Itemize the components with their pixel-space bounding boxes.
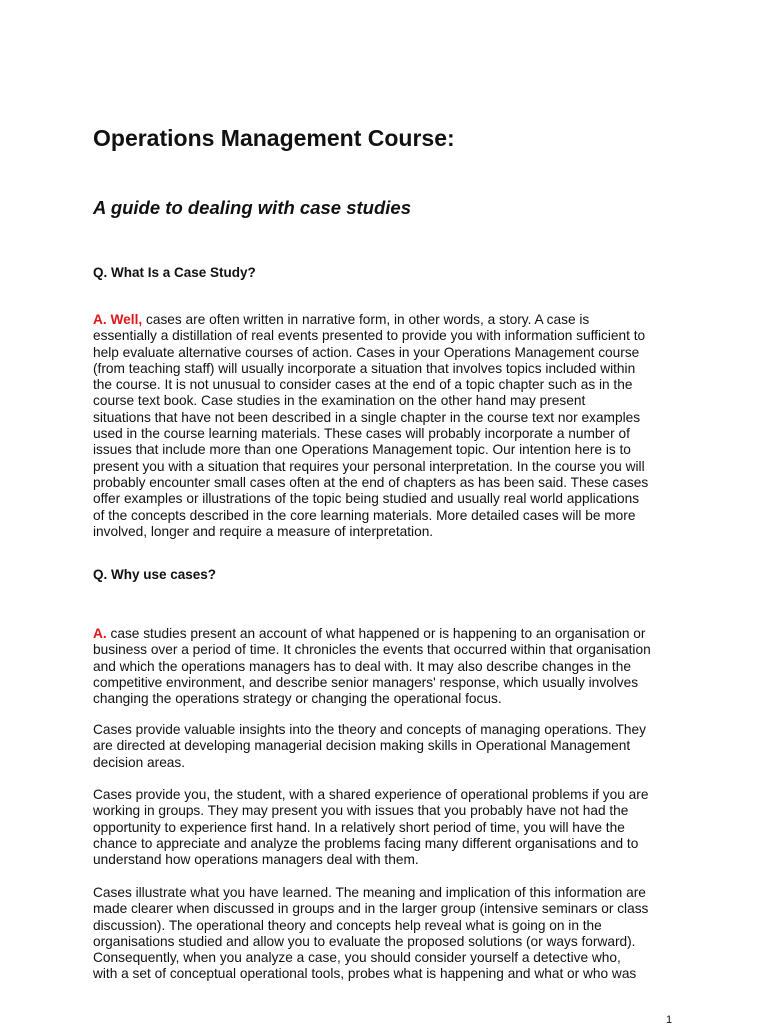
paragraph-line: opportunity to experience first hand. In a relatively short period of time, you will have the (93, 819, 625, 835)
paragraph-insights (93, 722, 683, 771)
answer-label: A. Well, (93, 312, 143, 327)
paragraph-line: Cases provide you, the student, with a shared experience of operational problems if you are (93, 787, 649, 802)
answer-line: situations that have not been described in a single chapter in the course text nor examples (93, 409, 641, 425)
paragraph-illustrate (93, 885, 683, 983)
answer-line: used in the course learning materials. These cases will probably incorporate a number of (93, 426, 630, 442)
question-what-is-case-study: Q. What Is a Case Study? (93, 265, 256, 280)
answer-line: the course. It is not unusual to consider cases at the end of a topic chapter such as in the (93, 377, 633, 393)
answer-line: offer examples or illustrations of the topic being studied and usually real world applications (93, 491, 640, 507)
answer-line: essentially a distillation of real events presented to provide you with information sufficient to (93, 328, 646, 344)
answer-line: present you with a situation that requires your personal interpretation. In the course you will (93, 458, 645, 474)
answer-line: A. case studies present an account of what happened or is happening to an organisation or (93, 626, 646, 641)
answer-line: (from teaching staff) will usually incorporate a situation that involves topics included within (93, 360, 636, 376)
paragraph-line: working in groups. They may present you with issues that you probably have not had the (93, 803, 629, 819)
page-number: 1 (666, 1014, 673, 1026)
answer-line: help evaluate alternative courses of action. Cases in your Operations Management course (93, 344, 640, 360)
page-title: Operations Management Course: (93, 125, 455, 151)
paragraph-line: Consequently, when you analyze a case, you should consider yourself a detective who, (93, 950, 621, 966)
answer-line: involved, longer and require a measure of interpretation. (93, 523, 434, 539)
paragraph-line: made clearer when discussed in groups and in the larger group (intensive seminars or class (93, 901, 649, 917)
answer-line: A. Well, cases are often written in narrative form, in other words, a story. A case is (93, 312, 590, 327)
paragraph-line: decision areas. (93, 754, 186, 770)
paragraph-line: with a set of conceptual operational tools, probes what is happening and what or who was (93, 966, 637, 982)
answer-label: A. (93, 626, 107, 641)
answer-line: and which the operations managers has to deal with. It may also describe changes in the (93, 658, 631, 674)
answer-line: course text book. Case studies in the examination on the other hand may present (93, 393, 586, 409)
paragraph-shared-experience (93, 787, 683, 868)
answer-line: competitive environment, and describe senior managers' response, which usually involves (93, 674, 639, 690)
page-subtitle: A guide to dealing with case studies (93, 197, 411, 218)
answer-line: business over a period of time. It chronicles the events that occurred within that organisation (93, 642, 651, 658)
answer-line: changing the operations strategy or changing the operational focus. (93, 691, 502, 707)
paragraph-line: are directed at developing managerial decision making skills in Operational Management (93, 738, 631, 754)
paragraph-line: organisations studied and allow you to evaluate the proposed solutions (or ways forward). (93, 933, 636, 949)
paragraph-line: discussion). The operational theory and concepts help reveal what is going on in the (93, 917, 602, 933)
paragraph-line: chance to appreciate and analyze the problems facing many different organisations and to (93, 835, 639, 851)
answer-line: of the concepts described in the core learning materials. More detailed cases will be more (93, 507, 636, 523)
paragraph-line: understand how operations managers deal with them. (93, 852, 419, 868)
answer-line: issues that include more than one Operations Management topic. Our intention here is to (93, 442, 631, 458)
paragraph-line: Cases provide valuable insights into the theory and concepts of managing operations. They (93, 722, 646, 737)
answer-why-use-cases (93, 626, 683, 707)
answer-what-is-case-study (93, 312, 683, 540)
paragraph-line: Cases illustrate what you have learned. The meaning and implication of this information are (93, 885, 646, 900)
answer-line: probably encounter small cases often at the end of chapters as has been said. These cases (93, 474, 649, 490)
question-why-use-cases: Q. Why use cases? (93, 567, 217, 582)
